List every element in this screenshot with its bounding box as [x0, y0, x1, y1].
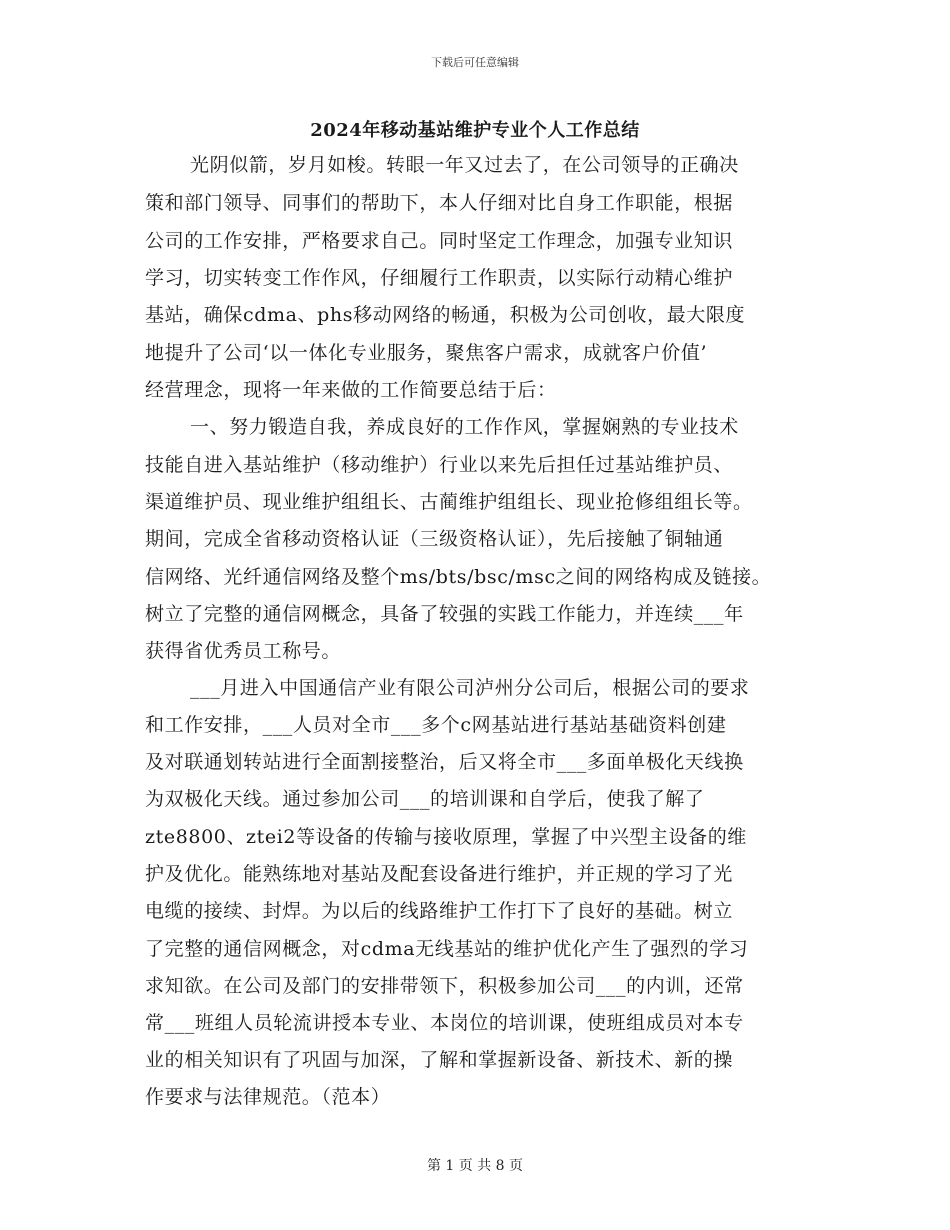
body-line: 常___班组人员轮流讲授本专业、本岗位的培训课，使班组成员对本专 — [145, 1012, 744, 1034]
body-line: 电缆的接续、封焊。为以后的线路维护工作打下了良好的基础。树立 — [145, 900, 734, 922]
body-line: 了完整的通信网概念，对cdma无线基站的维护优化产生了强烈的学习 — [145, 938, 749, 960]
body-line: 及对联通划转站进行全面割接整治，后又将全市___多面单极化天线换 — [145, 751, 744, 773]
body-line: zte8800、ztei2等设备的传输与接收原理，掌握了中兴型主设备的维 — [145, 826, 747, 848]
body-line: 学习，切实转变工作作风，仔细履行工作职责，以实际行动精心维护 — [145, 267, 734, 289]
body-line: 光阴似箭，岁月如梭。转眼一年又过去了，在公司领导的正确决 — [190, 154, 739, 176]
body-line: 策和部门领导、同事们的帮助下，本人仔细对比自身工作职能，根据 — [145, 192, 734, 214]
body-line: 一、努力锻造自我，养成良好的工作作风，掌握娴熟的专业技术 — [190, 416, 739, 438]
page-number: 第 1 页 共 8 页 — [426, 1158, 524, 1174]
body-line: 作要求与法律规范。（范本） — [145, 1086, 391, 1108]
body-line: 获得省优秀员工称号。 — [145, 640, 342, 662]
body-line: 护及优化。能熟练地对基站及配套设备进行维护，并正规的学习了光 — [145, 863, 734, 885]
body-line: 求知欲。在公司及部门的安排带领下，积极参加公司___的内训，还常 — [145, 975, 744, 997]
body-line: 为双极化天线。通过参加公司___的培训课和自学后，使我了解了 — [145, 788, 705, 810]
document-title: 2024年移动基站维护专业个人工作总结 — [310, 120, 640, 141]
header-note: 下载后可任意编辑 — [431, 56, 519, 69]
body-line: 和工作安排，___人员对全市___多个c网基站进行基站基础资料创建 — [145, 714, 727, 736]
body-line: 期间，完成全省移动资格认证（三级资格认证），先后接触了铜轴通 — [145, 528, 724, 550]
body-line: 渠道维护员、现业维护组组长、古蔺维护组组长、现业抢修组组长等。 — [145, 491, 753, 513]
body-line: ___月进入中国通信产业有限公司泸州分公司后，根据公司的要求 — [190, 677, 750, 699]
body-line: 基站，确保cdma、phs移动网络的畅通，积极为公司创收，最大限度 — [145, 304, 746, 326]
body-line: 地提升了公司‘以一体化专业服务，聚焦客户需求，成就客户价值’ — [145, 342, 708, 364]
body-line: 业的相关知识有了巩固与加深，了解和掌握新设备、新技术、新的操 — [145, 1049, 734, 1071]
body-line: 树立了完整的通信网概念，具备了较强的实践工作能力，并连续___年 — [145, 603, 744, 625]
body-line: 信网络、光纤通信网络及整个ms/bts/bsc/msc之间的网络构成及链接。 — [145, 566, 772, 588]
body-line: 技能自进入基站维护（移动维护）行业以来先后担任过基站维护员、 — [145, 454, 734, 476]
body-line: 经营理念，现将一年来做的工作简要总结于后： — [145, 379, 557, 401]
body-line: 公司的工作安排，严格要求自己。同时坚定工作理念，加强专业知识 — [145, 230, 734, 252]
